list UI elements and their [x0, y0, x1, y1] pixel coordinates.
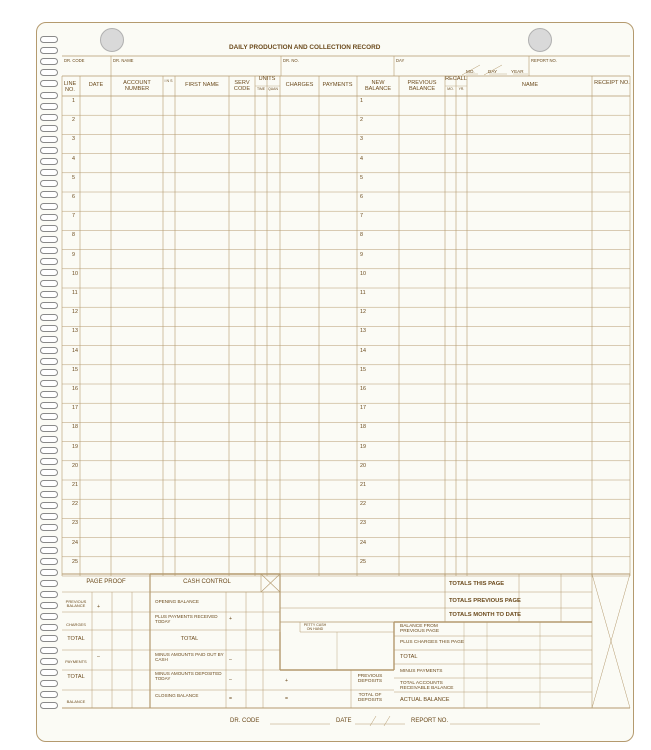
- serv-code-header: SERV CODE: [233, 80, 251, 92]
- minus-paid-out-label: MINUS AMOUNTS PAID OUT BY CASH: [155, 652, 224, 662]
- new-balance-line-number: 9: [360, 251, 363, 258]
- cash-control-total: TOTAL: [180, 636, 199, 642]
- new-balance-line-number: 25: [360, 558, 366, 565]
- name-header: NAME: [521, 82, 539, 88]
- line-number: 10: [72, 270, 78, 277]
- new-balance-line-number: 6: [360, 194, 363, 200]
- footer-report-no-label: REPORT NO.: [411, 718, 449, 724]
- minus-payments-label: MINUS PAYMENTS: [400, 669, 443, 674]
- opening-balance-label: OPENING BALANCE: [155, 599, 199, 604]
- totals-month-to-date-label: TOTALS MONTH TO DATE: [449, 612, 522, 618]
- grid-line: [370, 716, 376, 726]
- new-balance-line-number: 2: [360, 117, 363, 124]
- petty-equals-sign: =: [285, 696, 289, 702]
- new-balance-line-number: 11: [360, 290, 366, 296]
- total-of-deposits-label: TOTAL OF DEPOSITS: [357, 693, 383, 703]
- line-number: 7: [72, 213, 75, 220]
- new-balance-line-number: 16: [360, 386, 366, 392]
- line-number: 3: [72, 136, 75, 143]
- petty-cash-title: PETTY CASH: [303, 623, 327, 627]
- new-balance-line-number: 23: [360, 520, 366, 527]
- dr-code-field-label: DR. CODE: [64, 58, 85, 63]
- new-balance-line-number: 7: [360, 213, 363, 220]
- charges-header: CHARGES: [285, 82, 314, 88]
- line-number: 1: [72, 98, 75, 104]
- page-proof-total: TOTAL: [67, 636, 85, 642]
- year-label: YEAR: [511, 69, 524, 74]
- cash-minus-sign-2: –: [229, 677, 232, 683]
- form-title: DAILY PRODUCTION AND COLLECTION RECORD: [229, 44, 381, 51]
- dr-no-field-label: DR. NO.: [283, 58, 299, 63]
- new-balance-line-number: 24: [360, 539, 366, 546]
- new-balance-line-number: 13: [360, 328, 366, 335]
- receipt-no-header: RECEIPT NO.: [594, 80, 630, 86]
- balance-from-prev-label: BALANCE FROM PREVIOUS PAGE: [400, 624, 440, 634]
- plus-payments-label: PLUS PAYMENTS RECEIVED TODAY: [155, 614, 218, 624]
- plus-charges-label: PLUS CHARGES THIS PAGE: [400, 640, 465, 645]
- first-name-header: FIRST NAME: [185, 82, 219, 88]
- month-label: MO.: [466, 69, 475, 74]
- new-balance-line-number: 3: [360, 136, 363, 143]
- balance-total-label: TOTAL: [400, 654, 418, 660]
- ins-header: I N S: [164, 79, 173, 83]
- cash-minus-sign-1: –: [229, 657, 232, 663]
- page-proof-title: PAGE PROOF: [86, 579, 126, 585]
- footer-dr-code-label: DR. CODE: [230, 718, 260, 724]
- line-number: 19: [72, 443, 78, 450]
- totals-previous-page-label: TOTALS PREVIOUS PAGE: [449, 598, 521, 604]
- day-field-label: DAY: [396, 58, 405, 63]
- line-number: 18: [72, 424, 78, 431]
- day-label: DAY: [488, 69, 498, 74]
- line-number: 8: [72, 232, 75, 239]
- line-number: 9: [72, 251, 75, 258]
- line-number: 21: [72, 482, 78, 488]
- line-number: 4: [72, 155, 75, 162]
- petty-cash-on-hand: ON HAND: [306, 627, 324, 631]
- line-number: 25: [72, 558, 78, 565]
- account-number-header: ACCOUNT NUMBER: [123, 80, 151, 92]
- page-proof-total-2: TOTAL: [67, 674, 85, 680]
- footer-date-label: DATE: [336, 718, 352, 724]
- line-number: 24: [72, 539, 78, 546]
- line-number: 11: [72, 290, 78, 296]
- actual-balance-label: ACTUAL BALANCE: [400, 697, 450, 703]
- petty-plus-sign: +: [285, 678, 289, 684]
- page-proof-charges: CHARGES: [66, 622, 86, 627]
- new-balance-line-number: 19: [360, 443, 366, 450]
- line-number: 23: [72, 520, 78, 527]
- line-number: 14: [72, 347, 78, 354]
- new-balance-line-number: 22: [360, 501, 366, 508]
- new-balance-line-number: 14: [360, 347, 366, 354]
- cash-equals-sign: =: [229, 696, 233, 702]
- line-number: 22: [72, 501, 78, 508]
- total-ar-balance-label: TOTAL ACCOUNTS RECEIVABLE BALANCE: [400, 681, 454, 691]
- totals-this-page-label: TOTALS THIS PAGE: [449, 581, 505, 587]
- line-number: 2: [72, 117, 75, 124]
- line-number: 6: [72, 194, 75, 200]
- new-balance-line-number: 1: [360, 98, 363, 104]
- page-proof-minus-sign: –: [97, 654, 100, 660]
- new-balance-line-number: 10: [360, 270, 366, 277]
- line-number: 5: [72, 174, 75, 181]
- line-number: 16: [72, 386, 78, 392]
- new-balance-line-number: 17: [360, 405, 366, 412]
- new-balance-line-number: 15: [360, 366, 366, 373]
- new-balance-header: NEW BALANCE: [364, 80, 392, 92]
- cash-plus-sign: +: [229, 616, 233, 622]
- grid-line: [384, 716, 390, 726]
- dr-name-field-label: DR. NAME: [113, 58, 134, 63]
- units-time-header: TIME: [256, 87, 266, 91]
- line-number: 13: [72, 328, 78, 335]
- recall-header: RECALL: [445, 76, 467, 82]
- report-no-field-label: REPORT NO.: [531, 58, 557, 63]
- line-number: 17: [72, 405, 78, 412]
- minus-deposited-label: MINUS AMOUNTS DEPOSITED TODAY: [155, 671, 222, 681]
- recall-mo-header: MO.: [447, 87, 454, 91]
- closing-balance-label: CLOSING BALANCE: [155, 693, 199, 698]
- new-balance-line-number: 20: [360, 462, 366, 469]
- page-proof-payments: PAYMENTS: [65, 659, 87, 664]
- line-number: 12: [72, 309, 78, 316]
- page-proof-balance: BALANCE: [66, 699, 86, 704]
- date-header: DATE: [88, 82, 104, 88]
- new-balance-line-number: 18: [360, 424, 366, 431]
- new-balance-line-number: 21: [360, 482, 366, 488]
- cash-control-title: CASH CONTROL: [183, 579, 231, 585]
- line-no-header: LINE NO.: [63, 81, 77, 93]
- new-balance-line-number: 8: [360, 232, 363, 239]
- previous-deposits-label: PREVIOUS DEPOSITS: [357, 674, 383, 684]
- line-number: 15: [72, 366, 78, 373]
- recall-yr-header: YR.: [458, 87, 465, 91]
- new-balance-line-number: 12: [360, 309, 366, 316]
- payments-header: PAYMENTS: [322, 82, 353, 88]
- previous-balance-header: PREVIOUS BALANCE: [407, 80, 437, 92]
- units-quan-header: QUAN: [268, 87, 278, 91]
- line-number: 20: [72, 462, 78, 469]
- page-proof-plus-sign: +: [97, 604, 101, 610]
- units-header: UNITS: [258, 76, 276, 82]
- page-proof-previous-balance: PREVIOUS BALANCE: [65, 599, 87, 608]
- new-balance-line-number: 4: [360, 155, 363, 162]
- new-balance-line-number: 5: [360, 174, 363, 181]
